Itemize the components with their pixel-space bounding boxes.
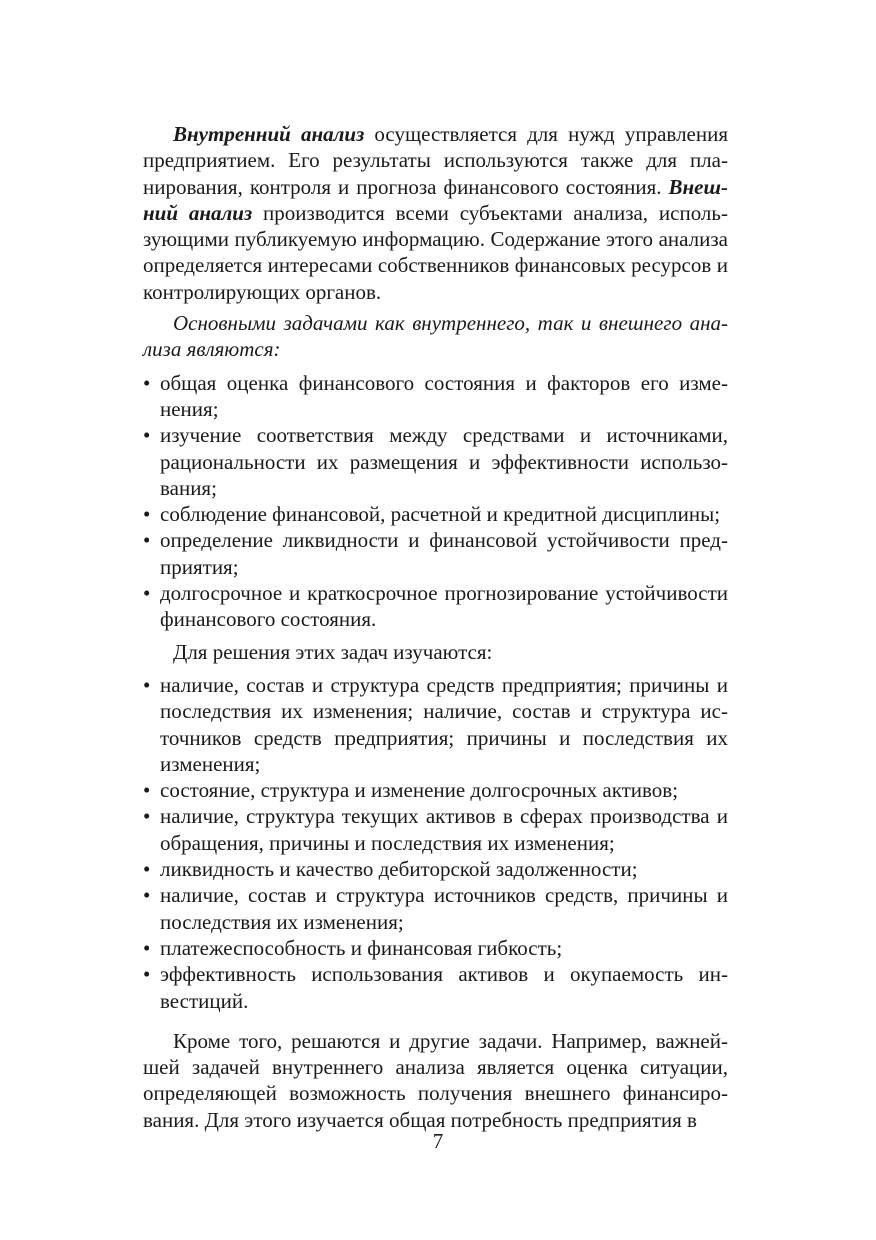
bullet-icon: • [143,370,151,395]
list-item [143,882,728,935]
list-item-text: определение ликвидности и финансовой устойчивости предприятия; [160,528,728,579]
list-item [143,803,728,856]
studied-intro: Для решения этих задач изучаются: [173,639,493,664]
list-item-text: эффективность использования активов и окупаемость инвестиций. [160,962,728,1013]
paragraph-internal-external [143,121,728,305]
list-item-text: ликвидность и качество дебиторской задолженности; [160,857,638,882]
list-item [143,527,728,580]
bullet-icon: • [143,528,151,553]
bullet-icon: • [143,804,151,829]
term-internal-analysis: Внутренний анализ [173,122,365,146]
list-item-text: платежеспособность и финансовая гибкость; [160,935,563,960]
bullet-icon: • [143,962,151,987]
list-item [143,777,728,803]
list-item-text: состояние, структура и изменение долгосрочных активов; [160,778,679,803]
list-item-text: наличие, структура текущих активов в сферах производства и обращения, причины и последствия их изменения; [160,804,728,855]
list-item [143,580,728,633]
list-item-text: наличие, состав и структура источников средств, причины и последствия их изменения; [160,883,728,934]
term-external-analysis: Внешний анализ [143,174,728,225]
list-item-text: долгосрочное и краткосрочное прогнозирование устойчивости финансового состояния. [160,581,728,632]
bullet-icon: • [143,502,151,527]
tasks-list [143,370,728,633]
list-item-text: изучение соответствия между средствами и источниками, рациональности их размещения и эффективности использования; [160,423,728,500]
body-text [143,121,728,1133]
paragraph-text-2: производится всеми субъектами анализа, использующими публикуемую информацию. Содержание этого анализа определяется интересами собственников финансовых ресурсов и контролирующих органов. [143,200,728,304]
paragraph-text-1: осуществляется для нужд управления предприятием. Его результаты используются также для планирования, контроля и прогноза финансового состояния. [143,122,729,199]
bullet-icon: • [143,857,151,882]
list-item [143,501,728,527]
studied-list [143,672,728,1014]
list-item [143,422,728,501]
bullet-icon: • [143,581,151,606]
list-item [143,672,728,777]
tasks-intro: Основными задачами как внутреннего, так и внешнего анализа являются: [143,311,728,362]
list-item-text: соблюдение финансовой, расчетной и кредитной дисциплины; [160,502,721,527]
bullet-icon: • [143,672,151,697]
list-item [143,935,728,961]
list-item [143,370,728,423]
list-item-text: наличие, состав и структура средств предприятия; причины и последствия их изменения; наличие, состав и структура источников средств предприятия; причины и последствия их изменения; [160,672,728,776]
list-item-text: общая оценка финансового состояния и факторов его изменения; [160,370,728,421]
bullet-icon: • [143,423,151,448]
list-item [143,856,728,882]
bullet-icon: • [143,778,151,803]
bullet-icon: • [143,935,151,960]
list-item [143,961,728,1014]
page-number: 7 [432,1129,444,1153]
closing-paragraph: Кроме того, решаются и другие задачи. Например, важнейшей задачей внутреннего анализа является оценка ситуации, определяющей возможность получения внешнего финансирования. Для этого изучается общая потребность предприятия в [143,1028,728,1132]
bullet-icon: • [143,883,151,908]
